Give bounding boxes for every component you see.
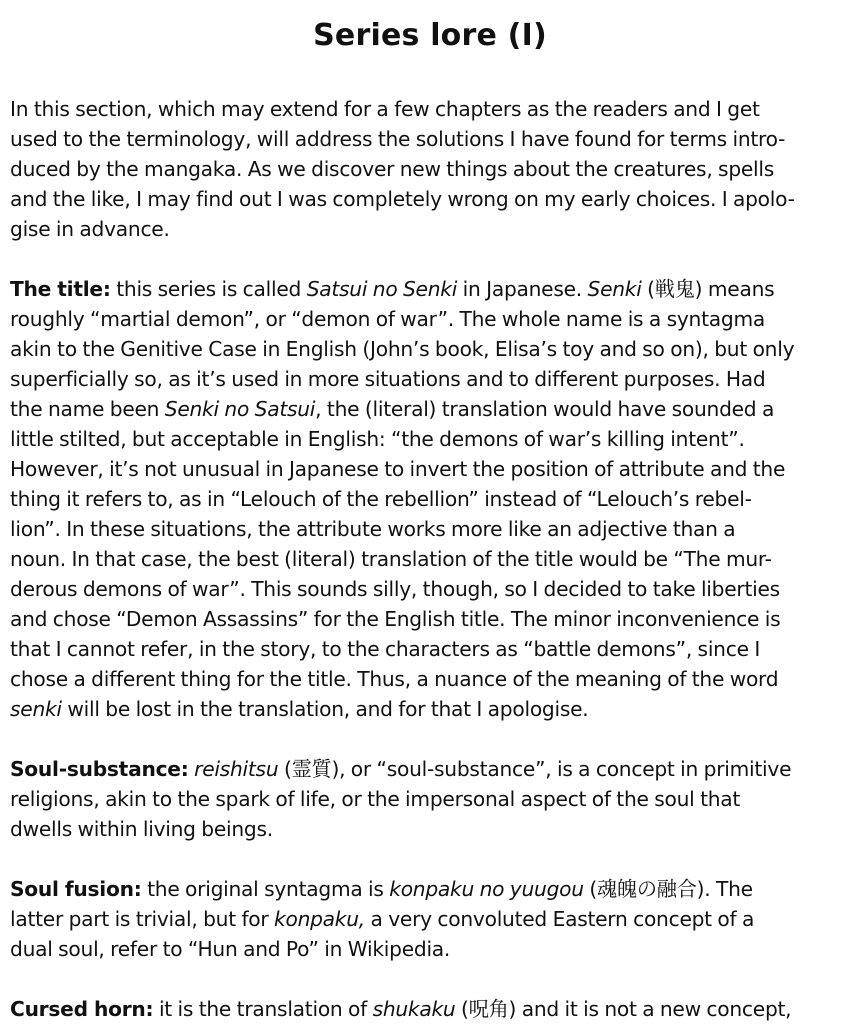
text-line: roughly “martial demon”, or “demon of war”. The whole name is a syntagma: [10, 307, 765, 331]
page-title: Series lore (I): [313, 18, 547, 53]
text-line: little stilted, but acceptable in English: “the demons of war’s killing intent”.: [10, 427, 745, 451]
text-run: (呪角) and it is not a new concept,: [455, 997, 792, 1021]
italic-run: konpaku,: [274, 907, 365, 931]
text-line: and chose “Demon Assassins” for the English title. The minor inconvenience is: [10, 607, 781, 631]
italic-run: Senki no Satsui: [164, 397, 316, 421]
text-run: (戦鬼) means: [641, 277, 775, 301]
text-line: [10, 754, 850, 784]
intro-line: gise in advance.: [10, 217, 170, 241]
intro-line: and the like, I may find out I was completely wrong on my early choices. I apolo-: [10, 187, 795, 211]
text-line: religions, akin to the spark of life, or the impersonal aspect of the soul that: [10, 787, 741, 811]
intro-line: duced by the mangaka. As we discover new things about the creatures, spells: [10, 157, 775, 181]
text-line: However, it’s not unusual in Japanese to invert the position of attribute and the: [10, 457, 786, 481]
text-run: in Japanese.: [457, 277, 588, 301]
intro-line: In this section, which may extend for a few chapters as the readers and I get: [10, 97, 760, 121]
term-label: The title:: [10, 277, 111, 301]
text-line: derous demons of war”. This sounds silly, though, so I decided to take liberties: [10, 577, 780, 601]
soul-substance-paragraph: [10, 754, 850, 844]
italic-run: reishitsu: [194, 757, 279, 781]
soul-fusion-paragraph: [10, 874, 850, 964]
italic-run: Satsui no Senki: [306, 277, 458, 301]
text-line: [10, 694, 850, 724]
text-run: (霊質), or “soul-substance”, is a concept in primitive: [278, 757, 792, 781]
italic-run: shukaku: [372, 997, 456, 1021]
text-line: dual soul, refer to “Hun and Po” in Wikipedia.: [10, 937, 451, 961]
text-line: [10, 994, 850, 1024]
intro-paragraph: [10, 94, 850, 244]
text-line: chose a different thing for the title. Thus, a nuance of the meaning of the word: [10, 667, 779, 691]
text-run: the original syntagma is: [141, 877, 390, 901]
text-run: (魂魄の融合). The: [583, 877, 753, 901]
document-page: [10, 0, 850, 1024]
intro-line: used to the terminology, will address the solutions I have found for terms intro-: [10, 127, 786, 151]
text-line: akin to the Genitive Case in English (John’s book, Elisa’s toy and so on), but only: [10, 337, 795, 361]
text-line: [10, 874, 850, 904]
text-line: superficially so, as it’s used in more situations and to different purposes. Had: [10, 367, 766, 391]
text-line: dwells within living beings.: [10, 817, 273, 841]
text-run: a very convoluted Eastern concept of a: [364, 907, 755, 931]
text-run: , the (literal) translation would have sounded a: [315, 397, 775, 421]
text-run: it is the translation of: [153, 997, 373, 1021]
cursed-horn-paragraph: [10, 994, 850, 1024]
term-label: Soul fusion:: [10, 877, 142, 901]
italic-run: senki: [10, 697, 62, 721]
text-line: [10, 394, 850, 424]
term-label: Soul-substance:: [10, 757, 189, 781]
text-run: will be lost in the translation, and for that I apologise.: [61, 697, 589, 721]
text-line: noun. In that case, the best (literal) translation of the title would be “The mur-: [10, 547, 772, 571]
text-line: [10, 274, 850, 304]
text-run: the name been: [10, 397, 165, 421]
text-line: thing it refers to, as in “Lelouch of the rebellion” instead of “Lelouch’s rebel-: [10, 487, 752, 511]
text-line: that I cannot refer, in the story, to the characters as “battle demons”, since I: [10, 637, 761, 661]
title-paragraph: [10, 274, 850, 724]
text-run: this series is called: [110, 277, 307, 301]
italic-run: Senki: [587, 277, 642, 301]
text-line: [10, 904, 850, 934]
text-line: lion”. In these situations, the attribute works more like an adjective than a: [10, 517, 736, 541]
term-label: Cursed horn:: [10, 997, 154, 1021]
text-run: latter part is trivial, but for: [10, 907, 275, 931]
italic-run: konpaku no yuugou: [389, 877, 584, 901]
